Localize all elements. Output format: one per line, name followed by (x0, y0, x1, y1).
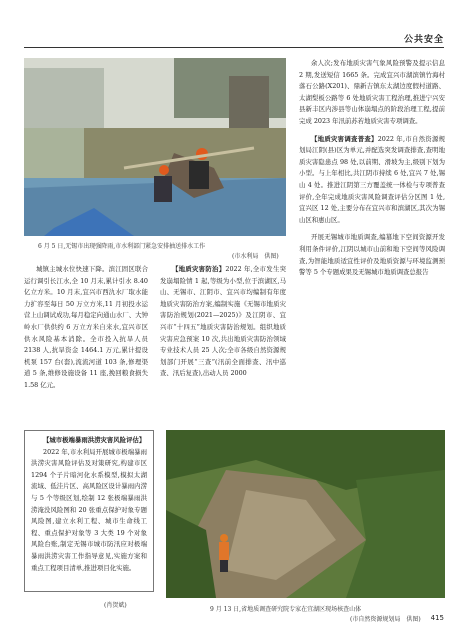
photo1-credit: (市水利局 供图) (232, 253, 279, 260)
geo-disaster-heading: 【地质灾害防治】 (172, 265, 226, 273)
box-credit: (肖贺斌) (104, 602, 127, 609)
section-title: 公共安全 (403, 35, 444, 45)
page-number: 415 (430, 614, 444, 622)
geo-disaster-text: 2022 年,全市发生突发崩塌险情 1 起,等级为小型,位于滨湖区,马山、无锡市、江阴市、宜兴市均编制有年度地质灾害防治方案,编制实施《无锡市地质灾害防治规划(2021—2025)》及江阴市、宜兴市“十四五”地质灾害防治规划。组织地质灾害应急预案 10 次,共出地质灾害防治领域专业技术人员 25 人次;全市各级自然资源规划部门开展“三查”(汛前全面排查、汛中巡查、汛后复查),出动人员 2000 (160, 265, 287, 378)
risk-assessment-text: 2022 年,市水利局开展城市极端暴雨洪涝灾害风险评估及对策研究,构建市区 1294 个子片暗河化水系模型,模拟太湖流域、低洼片区、高风险区设计暴雨内涝与 5 个等级区划,绘制 12 张极端暴雨洪涝淹没风险图和 20 张重点保护对象专题风险图,建立水利工程、城市生命线工程、重点保护对象等 3 大类 19 个对象风险台账,制定无锡市城市防汛应对极端暴雨洪涝灾害工作指导意见,实施方案和重点工程项目清单,推进项目化实施。 (31, 447, 147, 572)
flood-pump-photo (24, 58, 286, 236)
header-rule (24, 47, 444, 48)
risk-assessment-heading: 【城市极端暴雨洪涝灾害风险评估】 (43, 436, 146, 444)
slope-inspection-photo (166, 430, 445, 598)
geo-survey-heading: 【地质灾害调查普查】 (311, 134, 378, 143)
middle-column (160, 264, 286, 380)
photo2-credit: (市自然资源规划局 供图) (350, 616, 421, 623)
photo2-caption: 9 月 13 日,省地质调查研究院专家在宜湖区现场核查山体 (210, 606, 362, 613)
left-column-text: 城镇主城水位快速下降。滨江固区联合运行调引长江水,全 10 月末,累计引水 8.40 亿立方米。10 月末,宜兴市西氿水厂取水能力扩容至每日 50 万立方米,11 月初投水运营上山调试成功,每月稳定向通山水厂、大钟岭水厂供供约 6 万立方米自来水,宜兴市区供水风险基本消除。全市投入抗旱人员 2138 人,抗旱资金 1464.1 万元,累计提设机泵 157 台(套),流流河道 103 条,修理渠道 5 条,维修设施设备 11 座,挽回粮食损失 1.58 亿元。 (24, 265, 148, 389)
right-column (299, 58, 445, 279)
right-column-text1: 余人次;发布地质灾害气象风险预警及提示信息 2 期,发送短信 1665 条。完成宜兴市湖滨镇竹海村落石公路(X201)、鼎新吉镇东太湖边度假村道路、太湖梨板公路等 6 处地质灾害工程治理,推进宁兴安县新丰区内涉县等山体崩塌点的阶段治理工程,提前完成 2023 年汛前苏若地质灾害专项调查。 (299, 59, 445, 125)
photo1-caption: 6 月 5 日,无锡市出现强降雨,市水利部门紧急安排抽送排水工作 (38, 243, 206, 250)
right-column-text3: 开展无锡城市地质调查,编纂地下空间资源开发利用条件评价,江阴以城市山前和地下空间等风险调查,为智能地质适宜性评价及地质资源与环境监测预警等 5 个专题成果及无锡城市地质调查总报告 (299, 233, 445, 277)
risk-assessment-box (24, 430, 154, 592)
left-column (24, 264, 148, 392)
geo-survey-text: 2022 年,市自然资源规划局江阴(县)区为单元,并配选突发调查排查,查明地质灾害隐患点 98 处,以前期、滑坡为主,级别下划为小型。与上年相比,共江阴市持续 6 处,宜兴 7 处,锡山 4 处。推进江阴第三方覆盖统一体检与专项普查评价,全年完成地质灾害风险调查评估分区图 1 处,宜兴区 12 处,主要分布在宜兴市和滨湖区,其次为锡山区和惠山区。 (299, 134, 445, 224)
